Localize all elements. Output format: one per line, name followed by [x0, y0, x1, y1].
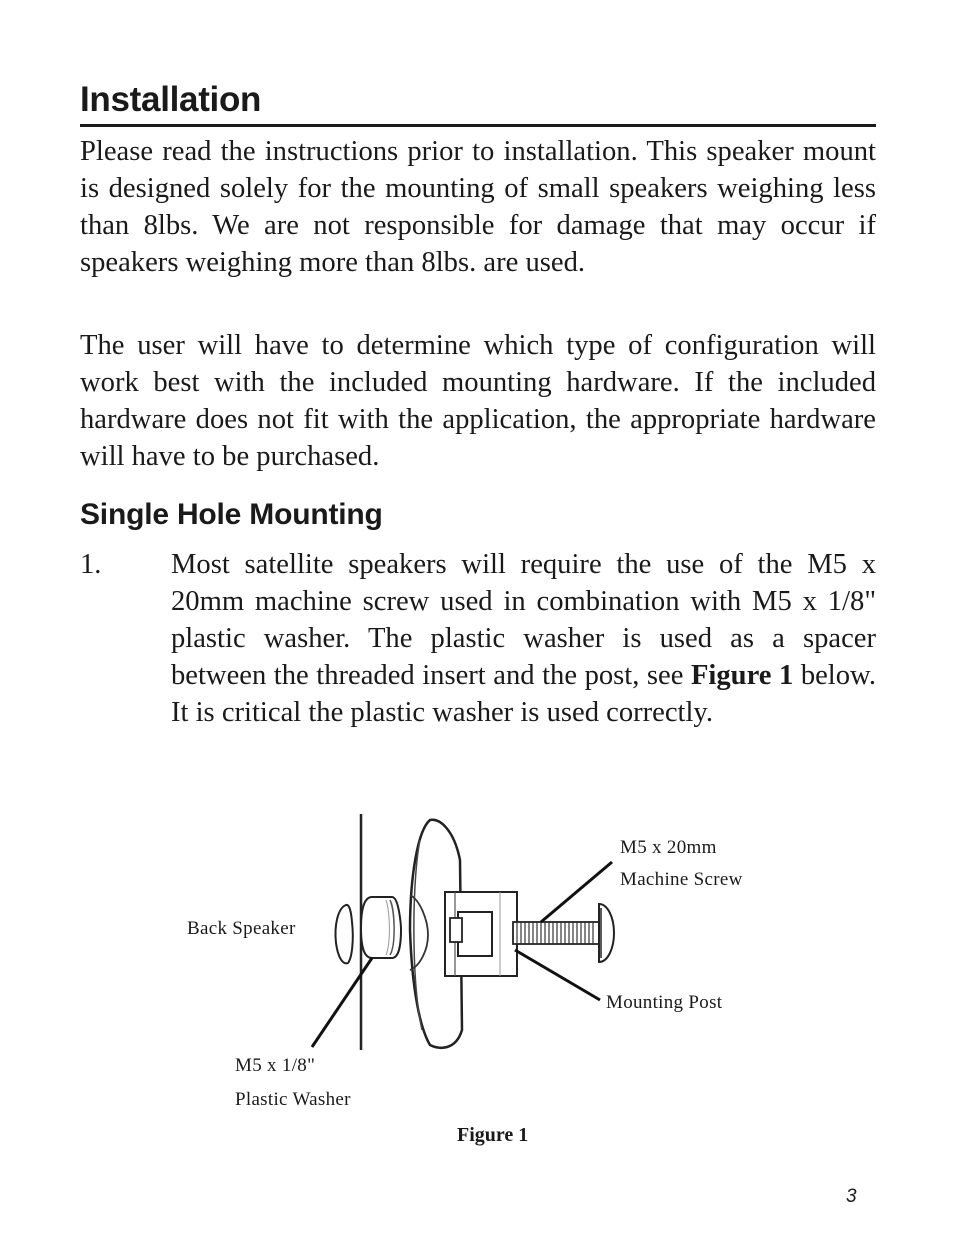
label-washer-size: M5 x 1/8": [235, 1055, 316, 1076]
page-number: 3: [846, 1186, 857, 1207]
mounting-diagram: [0, 800, 954, 1160]
page-title: Installation: [80, 78, 876, 127]
label-screw-type: Machine Screw: [620, 869, 743, 890]
intro-paragraph-1: Please read the instructions prior to installation. This speaker mount is designed solely for the mounting of small speakers weighing less than 8lbs. We are not responsible for damage that may occur if speakers weighing more than 8lbs. are used.: [80, 136, 876, 278]
intro-paragraph-2: The user will have to determine which type of configuration will work best with the included mounting hardware. If the included hardware does not fit with the application, the appropriate hardware will have to be purchased.: [80, 330, 876, 472]
step-text: [171, 546, 876, 731]
machine-screw: [513, 904, 614, 962]
plastic-washer: [361, 897, 401, 958]
step-text-part-b: below. It is critical the plastic washer is used correctly.: [171, 660, 876, 728]
label-back-speaker: Back Speaker: [187, 918, 296, 939]
figure-caption: Figure 1: [457, 1124, 529, 1146]
post-leader: [515, 950, 600, 1000]
label-mounting-post: Mounting Post: [606, 992, 723, 1013]
section-title: Single Hole Mounting: [80, 498, 383, 531]
figure-1: [0, 800, 954, 1160]
label-screw-size: M5 x 20mm: [620, 837, 717, 858]
washer-leader: [312, 958, 372, 1047]
mounting-post-barrel: [445, 892, 517, 976]
figure-reference: Figure 1: [690, 660, 794, 691]
step-number: 1.: [80, 549, 102, 580]
step-text-part-a: Most satellite speakers will require the use of the M5 x 20mm machine screw used in combination with M5 x 1/8" plastic washer. The plastic washer is used as a spacer between the threaded insert and the post, see: [171, 549, 876, 691]
washer-disc: [335, 905, 352, 963]
label-washer-type: Plastic Washer: [235, 1089, 351, 1110]
